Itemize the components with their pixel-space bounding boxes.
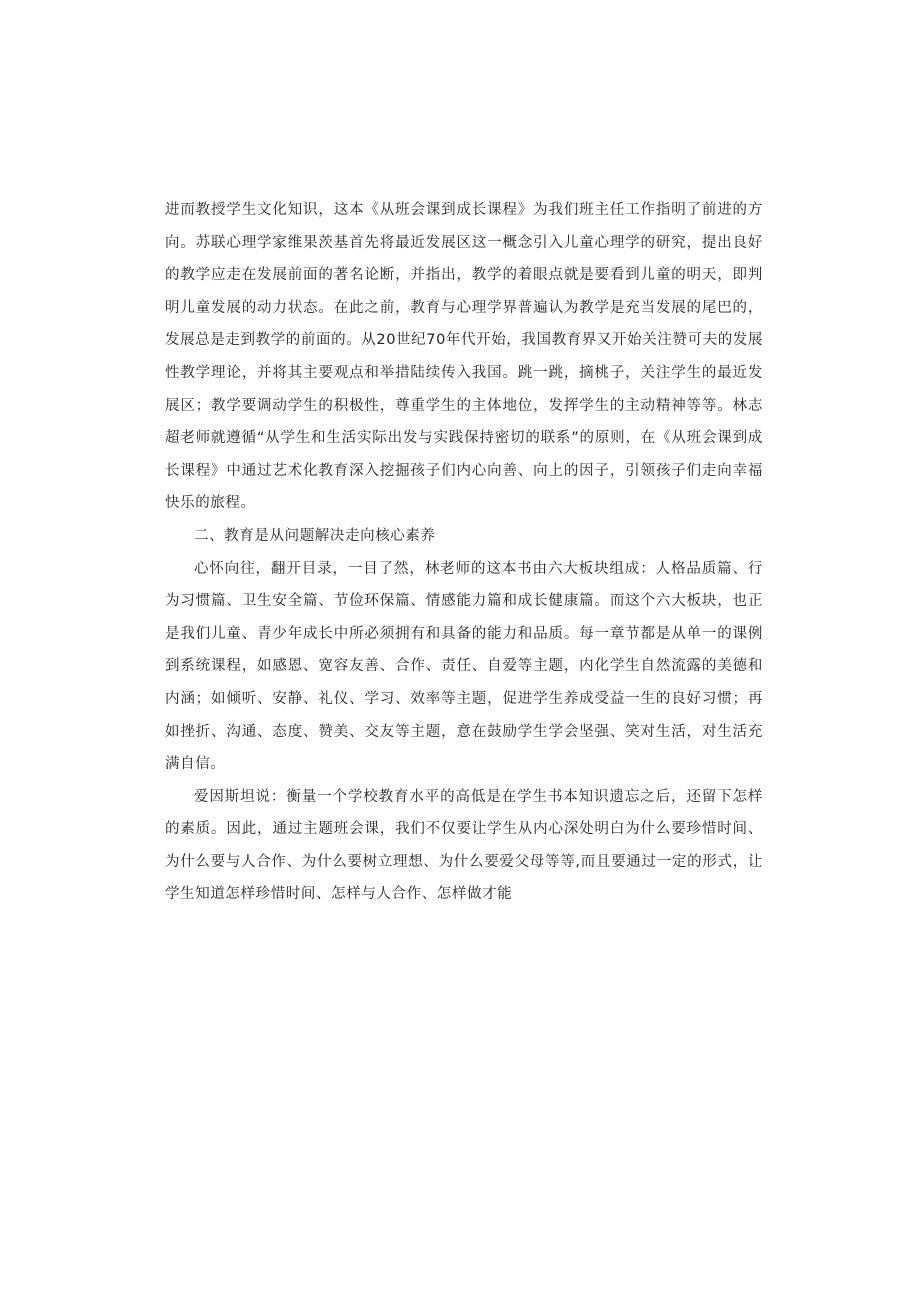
paragraph-einstein-quote: 爱因斯坦说：衡量一个学校教育水平的高低是在学生书本知识遗忘之后，还留下怎样的素质。因此，通过主题班会课，我们不仅要让学生从内心深处明白为什么要珍惜时间、为什么要与人合作、为什么要树立理想、为什么要爱父母等等,而且要通过一定的形式，让学生知道怎样珍惜时间、怎样与人合作、怎样做才能 [165, 788, 763, 903]
document-body [165, 194, 763, 911]
section-heading: 二、教育是从问题解决走向核心素养 [194, 527, 436, 544]
paragraph-book-structure: 心怀向往，翻开目录，一目了然，林老师的这本书由六大板块组成：人格品质篇、行为习惯篇、卫生安全篇、节俭环保篇、情感能力篇和成长健康篇。而这个六大板块，也正是我们儿童、青少年成长中所必须拥有和具备的能力和品质。每一章节都是从单一的课例到系统课程，如感恩、宽容友善、合作、责任、自爱等主题，内化学生自然流露的美德和内涵；如倾听、安静、礼仪、学习、效率等主题，促进学生养成受益一生的良好习惯；再如挫折、沟通、态度、赞美、交友等主题，意在鼓励学生学会坚强、笑对生活，对生活充满自信。 [165, 560, 763, 773]
paragraph-intro-continuation: 进而教授学生文化知识，这本《从班会课到成长课程》为我们班主任工作指明了前进的方向。苏联心理学家维果茨基首先将最近发展区这一概念引入儿童心理学的研究，提出良好的教学应走在发展前面的著名论断，并指出，教学的着眼点就是要看到儿童的明天，即判明儿童发展的动力状态。在此之前，教育与心理学界普遍认为教学是充当发展的尾巴的，发展总是走到教学的前面的。从20世纪70年代开始，我国教育界又开始关注赞可夫的发展性教学理论，并将其主要观点和举措陆续传入我国。跳一跳，摘桃子，关注学生的最近发展区；教学要调动学生的积极性，尊重学生的主体地位，发挥学生的主动精神等等。林志超老师就遵循“从学生和生活实际出发与实践保持密切的联系”的原则，在《从班会课到成长课程》中通过艺术化教育深入挖掘孩子们内心向善、向上的因子，引领孩子们走向幸福快乐的旅程。 [165, 202, 763, 512]
